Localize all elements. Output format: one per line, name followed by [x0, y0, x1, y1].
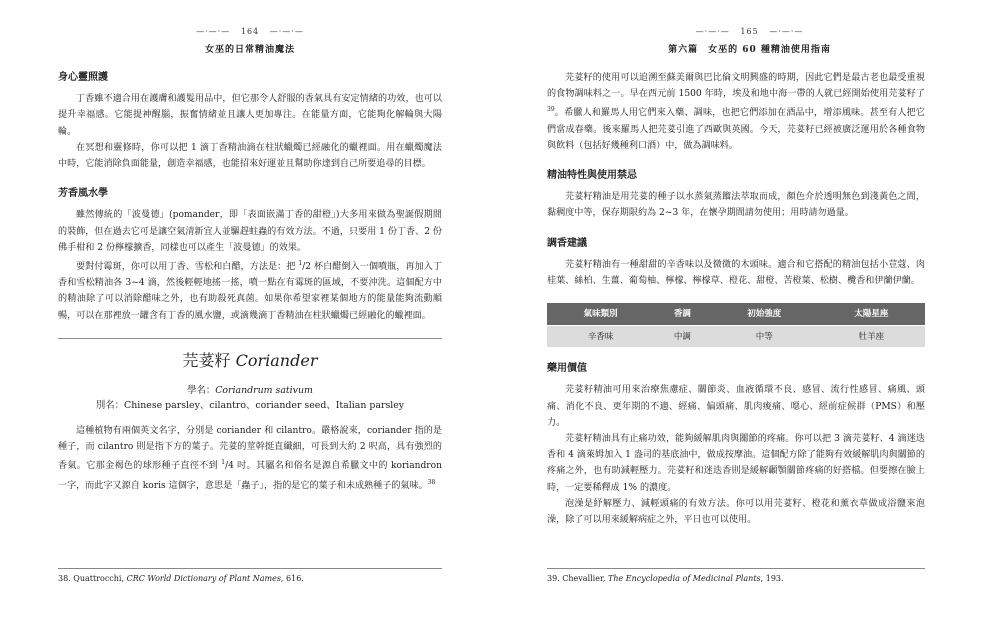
table-cell: 中等: [711, 326, 818, 348]
running-head-left: [0, 27, 500, 55]
table-cell: 辛香味: [547, 326, 654, 348]
paragraph: 要對付霉斑，你可以用丁香、雪松和白醋，方法是：把 $^1$/2 杯白醋倒入一個噴瓶，再加入丁香和雪松精油各 3~4 滴，然後輕輕地搖一搖，噴一點在有霉斑的區域，不要沖洗。這個配方中的精油除了可以消除醋味之外，也有助殺死真菌。如果你希望家裡某個地方的能量能夠流動順暢，可以在那裡放一罐含有丁香的風水鹽，或滴幾滴丁香精油在柱狀蠟燭已經融化的蠟裡面。: [58, 260, 442, 321]
aliases: 別名：Chinese parsley、cilantro、coriander seed、Italian parsley: [95, 400, 405, 412]
paragraph: 這種植物有兩個英文名字，分別是 coriander 和 cilantro。嚴格說來，coriander 指的是種子，而 cilantro 則是指下方的葉子。芫荽的莖幹挺直纖細，可長到大約 2 呎高，具有強烈的香氣。它那金褐色的球形種子直徑不到 $^1$/4 吋。其屬名和俗名是源自希臘文中的 koriandron 一字，而此字又源自 koris 這個字，意思是「蟲子」，指的是它的葉子和未成熟種子的氣味。$^{38}$: [58, 426, 442, 491]
paragraph: 泡澡是紓解壓力、減輕頭痛的有效方法。你可以用芫荽籽、橙花和薰衣草做成浴鹽來泡澡，除了可以用來緩解病症之外，平日也可以使用。: [547, 498, 925, 526]
footnote-rule: [547, 568, 925, 569]
paragraph: 芫荽籽精油是用芫荽的種子以水蒸氣蒸餾法萃取而成，顏色介於透明無色到淺黃色之間，黏稠度中等，保存期限約為 2~3 年，在懷孕期間請勿使用；用時請勿過量。: [547, 192, 925, 219]
book-title: 女巫的日常精油魔法: [204, 45, 295, 55]
section-heading-medicinal: 藥用價值: [547, 363, 587, 375]
page-number-left: —·—·— 164 —·—·—: [196, 27, 304, 36]
table-cell: 中調: [654, 326, 711, 348]
section-heading-blend: 調香建議: [547, 237, 587, 249]
section-heading-mind: 身心靈照護: [58, 72, 108, 83]
chapter-title: 第六篇 女巫的 60 種精油使用指南: [668, 45, 831, 55]
scientific-name: 學名：Coriandrum sativum: [187, 385, 313, 397]
column-header: 初始強度: [711, 303, 818, 326]
table-row: [547, 326, 925, 348]
page-number-right: —·—·— 165 —·—·—: [695, 27, 804, 36]
column-header: 香調: [654, 303, 711, 326]
section-heading-fengshui: 芳香風水學: [58, 188, 108, 200]
paragraph: 芫荽籽精油有一種甜甜的辛香味以及微微的木頭味。適合和它搭配的精油包括小荳蔻、肉桂葉、絲柏、生薑、葡萄柚、檸檬、檸檬草、橙花、甜橙、苦橙葉、松樹、欖香和伊蘭伊蘭。: [547, 259, 925, 287]
paragraph: 芫荽籽精油具有止痛功效，能夠緩解肌肉與關節的疼痛。你可以把 3 滴芫荽籽、4 滴迷迭香和 4 滴萊姆加入 1 盎司的基底油中，做成按摩油。這個配方除了能夠有效緩解肌肉與關節的疼痛之外，也有助減輕壓力。芫荽籽和迷迭香則是緩解顳顎關節疼痛的好搭檔。但要擦在臉上時，一定要稀釋成 1% 的濃度。: [547, 434, 925, 493]
footnote-38: 38. Quattrocchi, CRC World Dictionary of Plant Names, 616.: [58, 574, 304, 583]
table-header-row: [547, 303, 925, 326]
scent-profile-table: [547, 303, 925, 347]
table-cell: 牡羊座: [818, 326, 925, 348]
paragraph: 芫荽籽精油可用來治療焦慮症、關節炎、血液循環不良、感冒、流行性感冒、痛風、頭痛、消化不良、更年期的不適、經痛、偏頭痛、肌肉痠痛、噁心、經前症候群（PMS）和壓力。: [547, 385, 925, 428]
paragraph: 雖然傳統的「波曼德」(pomander，即「表面嵌滿丁香的甜橙」)大多用來做為聖誕假期間的裝飾，但在過去它可是讓空氣清新宜人並驅趕蛀蟲的有效方法。不過，只要用 1 份丁香、2 份佛手柑和 2 份檸檬擴香，同樣也可以產生「波曼德」的效果。: [58, 210, 442, 253]
paragraph: 丁香雖不適合用在護膚和護髮用品中，但它那令人舒服的香氣具有安定情緒的功效，也可以提升幸福感。它能提神醒腦，振奮情緒並且讓人更加專注。在能量方面，它能夠化解輪與大陽輪。: [58, 94, 442, 137]
right-page: [500, 0, 999, 638]
running-head-right: [500, 27, 999, 55]
left-content: [58, 70, 442, 494]
footnote-39: 39. Chevallier, The Encyclopedia of Medicinal Plants, 193.: [547, 574, 784, 583]
column-header: 太陽星座: [818, 303, 925, 326]
right-content: [547, 70, 925, 528]
entry-divider: [58, 338, 442, 339]
footnote-rule: [58, 568, 442, 569]
paragraph: 芫荽籽的使用可以追溯至蘇美爾與巴比倫文明興盛的時期，因此它們是最古老也最受重視的食物調味料之一。早在西元前 1500 年時，埃及和地中海一帶的人就已經開始使用芫荽籽了$^{39}$。希臘人和羅馬人用它們來入藥、調味，也把它們添加在酒品中，增添風味。甚至有人把它們當成春藥。後來羅馬人把芫荽引進了西歐與英國。今天，芫荽籽已經被廣泛運用於各種食物與飲料（包括好幾種利口酒）中，做為調味料。: [547, 73, 925, 151]
paragraph: 在冥想和靈修時，你可以把 1 滴丁香精油滴在柱狀蠟燭已經融化的蠟裡面。用在蠟燭魔法中時，它能消除負面能量，創造幸福感，也能招來好運並且幫助你達到自己所要追尋的目標。: [58, 142, 442, 170]
entry-title: 芫荽籽 Coriander: [182, 350, 318, 370]
section-heading-properties: 精油特性與使用禁忌: [547, 170, 637, 182]
column-header: 氣味類別: [547, 303, 654, 326]
